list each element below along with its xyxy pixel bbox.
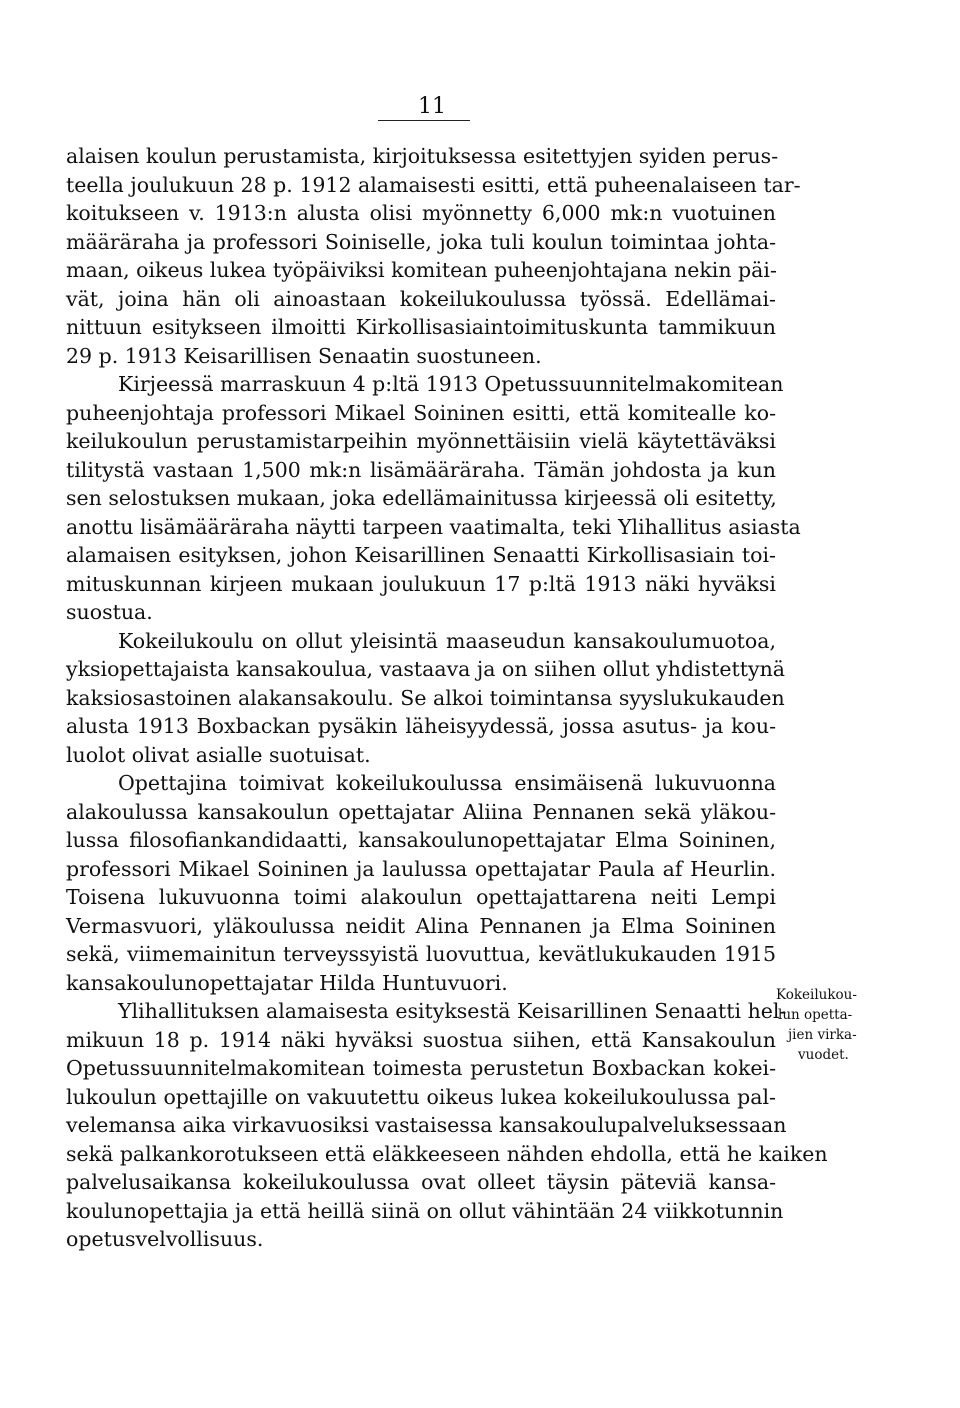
text-line: vät, joina hän oli ainoastaan kokeilukoulussa työssä. Edellämai- <box>66 286 776 311</box>
text-line: sekä palkankorotukseen että eläkkeeseen nähden ehdolla, että he kaiken <box>66 1141 828 1166</box>
text-line: Opettajina toimivat kokeilukoulussa ensimäisenä lukuvuonna <box>118 771 776 795</box>
page-number-rule <box>378 120 470 121</box>
text-line: koitukseen v. 1913:n alusta olisi myönnetty 6,000 mk:n vuotuinen <box>66 201 776 225</box>
text-line: velemansa aika virkavuosiksi vastaisessa kansakoulupalveluksessaan <box>66 1113 787 1137</box>
text-line: anottu lisämääräraha näytti tarpeen vaatimalta, teki Ylihallitus asiasta <box>66 514 801 539</box>
text-line: maan, oikeus lukea työpäiviksi komitean puheenjohtajana nekin päi- <box>66 258 777 282</box>
margin-note-line: lun opetta- <box>778 1007 853 1023</box>
text-line: Toisena lukuvuonna toimi alakoulun opettajattarena neiti Lempi <box>66 885 776 909</box>
text-line: professori Mikael Soininen ja laulussa opettajatar Paula af Heurlin. <box>66 856 776 881</box>
margin-note-line: jien virka- <box>788 1027 857 1043</box>
paragraph-2 <box>66 370 801 627</box>
text-line: puheenjohtaja professori Mikael Soininen esitti, että komitealle ko- <box>66 400 776 425</box>
paragraph-1 <box>66 142 801 370</box>
text-line: yksiopettajaista kansakoulua, vastaava ja on siihen ollut yhdistettynä <box>66 657 785 681</box>
text-line: mikuun 18 p. 1914 näki hyväksi suostua siihen, että Kansakoulun <box>66 1027 776 1052</box>
paragraph-3 <box>66 627 785 770</box>
text-line: suostua. <box>66 600 153 624</box>
text-line: luolot olivat asialle suotuisat. <box>66 742 371 767</box>
text-line: määräraha ja professori Soiniselle, joka tuli koulun toimintaa johta- <box>66 229 776 254</box>
text-line: mituskunnan kirjeen mukaan joulukuun 17 p:ltä 1913 näki hyväksi <box>66 571 776 596</box>
text-line: lukoulun opettajille on vakuutettu oikeus lukea kokeilukoulussa pal- <box>66 1084 776 1109</box>
text-line: 29 p. 1913 Keisarillisen Senaatin suostuneen. <box>66 343 542 368</box>
text-line: alamaisen esityksen, johon Keisarillinen Senaatti Kirkollisasiain toi- <box>66 543 776 567</box>
text-line: alusta 1913 Boxbackan pysäkin läheisyydessä, jossa asutus- ja kou- <box>66 714 776 738</box>
text-line: Vermasvuori, yläkoulussa neidit Alina Pennanen ja Elma Soininen <box>66 913 776 938</box>
text-line: Kirjeessä marraskuun 4 p:ltä 1913 Opetussuunnitelmakomitean <box>118 372 784 396</box>
text-line: alakoulussa kansakoulun opettajatar Aliina Pennanen sekä yläkou- <box>66 799 776 824</box>
margin-note-line: Kokeilukou- <box>776 987 857 1003</box>
text-line: palvelusaikansa kokeilukoulussa ovat olleet täysin päteviä kansa- <box>66 1170 776 1194</box>
text-line: lussa filosofiankandidaatti, kansakoulunopettajatar Elma Soininen, <box>66 828 776 852</box>
text-line: sen selostuksen mukaan, joka edellämainitussa kirjeessä oli esitetty, <box>66 486 777 510</box>
text-line: koulunopettajia ja että heillä siinä on ollut vähintään 24 viikkotunnin <box>66 1198 784 1223</box>
text-line: opetusvelvollisuus. <box>66 1227 264 1251</box>
text-line: Ylihallituksen alamaisesta esityksestä Keisarillinen Senaatti hel- <box>118 999 787 1023</box>
margin-note-line: vuodet. <box>798 1047 849 1063</box>
text-line: alaisen koulun perustamista, kirjoituksessa esitettyjen syiden perus- <box>66 144 779 168</box>
margin-note <box>776 985 876 1065</box>
text-line: kansakoulunopettajatar Hilda Huntuvuori. <box>66 970 508 995</box>
text-line: kaksiosastoinen alakansakoulu. Se alkoi toimintansa syyslukukauden <box>66 685 785 710</box>
text-line: nittuun esitykseen ilmoitti Kirkollisasiaintoimituskunta tammikuun <box>66 315 776 339</box>
text-line: sekä, viimemainitun terveyssyistä luovuttua, kevätlukukauden 1915 <box>66 942 776 966</box>
text-line: tilitystä vastaan 1,500 mk:n lisämääräraha. Tämän johdosta ja kun <box>66 457 776 482</box>
text-line: Opetussuunnitelmakomitean toimesta perustetun Boxbackan kokei- <box>66 1056 776 1080</box>
page-number: 11 <box>418 94 446 119</box>
text-line: Kokeilukoulu on ollut yleisintä maaseudun kansakoulumuotoa, <box>118 628 776 653</box>
text-line: keilukoulun perustamistarpeihin myönnettäisiin vielä käytettäväksi <box>66 429 776 453</box>
paragraph-4 <box>66 769 776 997</box>
text-line: teella joulukuun 28 p. 1912 alamaisesti esitti, että puheenalaiseen tar- <box>66 172 801 197</box>
